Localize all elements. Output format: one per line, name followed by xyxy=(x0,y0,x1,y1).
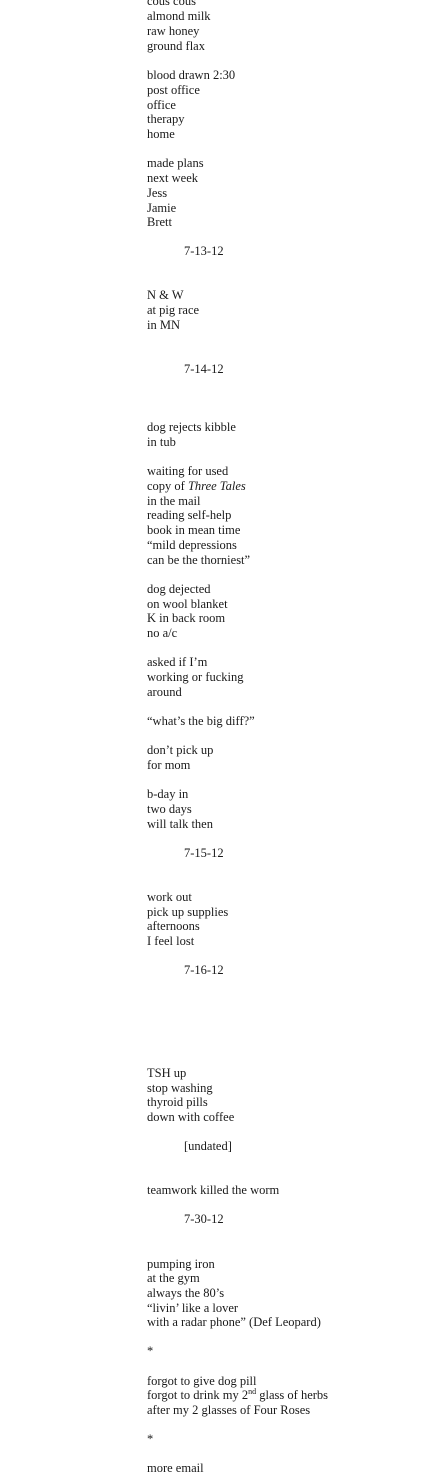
poem-line: dog dejected xyxy=(147,582,211,596)
poem-line: in MN xyxy=(147,318,180,332)
poem-line: therapy xyxy=(147,112,185,126)
poem-line xyxy=(147,1388,328,1403)
poem-line: more email xyxy=(147,1461,204,1475)
poem-line: dog rejects kibble xyxy=(147,420,236,434)
poem-line: blood drawn 2:30 xyxy=(147,68,236,82)
poem-line: home xyxy=(147,127,175,141)
poem-line: for mom xyxy=(147,758,191,772)
section-asterisk: * xyxy=(147,1432,154,1446)
poem-line: working or fucking xyxy=(147,670,244,684)
poem-line: thyroid pills xyxy=(147,1095,208,1109)
book-title: Three Tales xyxy=(187,479,246,493)
poem-line: down with coffee xyxy=(147,1110,235,1124)
poem-line: after my 2 glasses of Four Roses xyxy=(147,1403,311,1417)
poem-line: teamwork killed the worm xyxy=(147,1183,280,1197)
poem-line: raw honey xyxy=(147,24,200,38)
poem-line: made plans xyxy=(147,156,204,170)
poem-line: next week xyxy=(147,171,199,185)
poem-line: asked if I’m xyxy=(147,655,208,669)
poem-line: almond milk xyxy=(147,9,211,23)
entry-date: 7-16-12 xyxy=(184,963,224,977)
poem-line: book in mean time xyxy=(147,523,241,537)
section-asterisk: * xyxy=(147,1344,154,1358)
entry-date: 7-15-12 xyxy=(184,846,224,860)
poem-line: at the gym xyxy=(147,1271,200,1285)
poem-line: stop washing xyxy=(147,1081,213,1095)
poem-line: reading self-help xyxy=(147,508,232,522)
poem-line: “livin’ like a lover xyxy=(147,1301,239,1315)
poem-text: glass of herbs xyxy=(256,1388,329,1402)
poem-line: at pig race xyxy=(147,303,200,317)
entry-date: [undated] xyxy=(184,1139,232,1153)
poem-line: ground flax xyxy=(147,39,205,53)
poem-line: “mild depressions xyxy=(147,538,237,552)
poem-line: will talk then xyxy=(147,817,213,831)
poem-line: always the 80’s xyxy=(147,1286,225,1300)
poem-line: in the mail xyxy=(147,494,201,508)
poem-line: office xyxy=(147,98,176,112)
poem-line: I feel lost xyxy=(147,934,195,948)
poem-text: forgot to drink my 2 xyxy=(147,1388,249,1402)
poem-line xyxy=(147,479,246,494)
poem-line: afternoons xyxy=(147,919,200,933)
poem-line: work out xyxy=(147,890,192,904)
poem-line: cous cous xyxy=(147,0,196,8)
poem-line: pick up supplies xyxy=(147,905,229,919)
poem-line: on wool blanket xyxy=(147,597,228,611)
poem-line: TSH up xyxy=(147,1066,187,1080)
poem-line: pumping iron xyxy=(147,1257,215,1271)
poem-line: K in back room xyxy=(147,611,226,625)
poem-line: no a/c xyxy=(147,626,178,640)
poem-line: b-day in xyxy=(147,787,189,801)
poem-line: post office xyxy=(147,83,200,97)
poem-line: “what’s the big diff?” xyxy=(147,714,255,728)
poem-line: Jess xyxy=(147,186,168,200)
entry-date: 7-13-12 xyxy=(184,244,224,258)
poem-line: around xyxy=(147,685,182,699)
poem-line: with a radar phone” (Def Leopard) xyxy=(147,1315,321,1329)
poem-line: can be the thorniest” xyxy=(147,553,251,567)
poem-line: in tub xyxy=(147,435,176,449)
entry-date: 7-30-12 xyxy=(184,1212,224,1226)
poem-line: N & W xyxy=(147,288,184,302)
poem-line: two days xyxy=(147,802,192,816)
poem-line: don’t pick up xyxy=(147,743,214,757)
poem-line: Jamie xyxy=(147,201,177,215)
poem-line: forgot to give dog pill xyxy=(147,1374,257,1388)
entry-date: 7-14-12 xyxy=(184,362,224,376)
ordinal-suffix: nd xyxy=(248,1386,257,1396)
poem-line: Brett xyxy=(147,215,172,229)
poem-line: waiting for used xyxy=(147,464,229,478)
poem-text: copy of xyxy=(147,479,188,493)
